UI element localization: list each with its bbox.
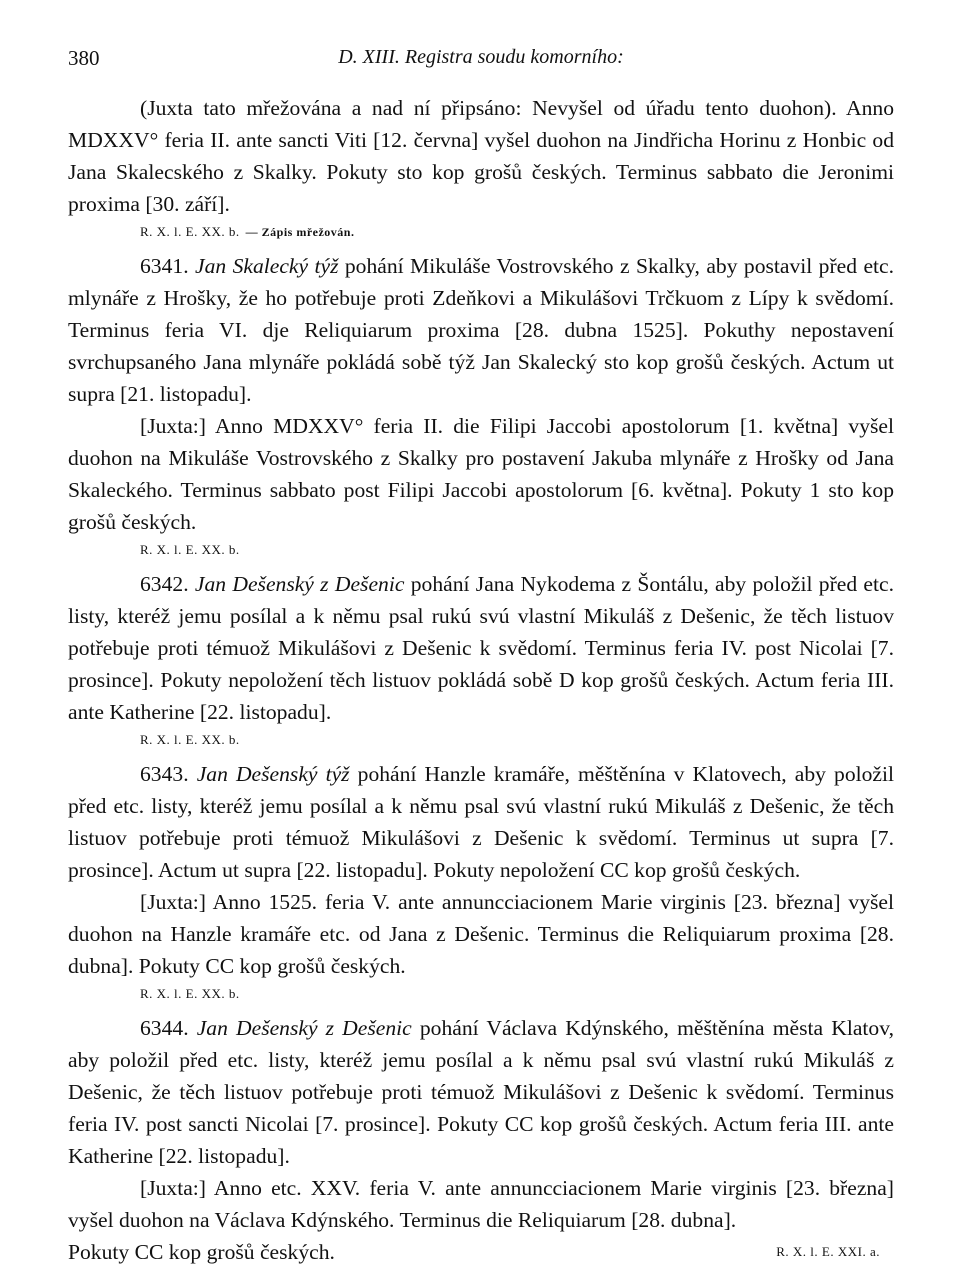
entry-number: 6343. (140, 762, 189, 786)
source-reference: R. X. l. E. XX. b. (140, 542, 240, 557)
entry-party: Jan Dešenský z Dešenic (194, 572, 405, 596)
entry-number: 6344. (140, 1016, 189, 1040)
juxta-paragraph: [Juxta:] Anno etc. XXV. feria V. ante annuncciacionem Marie virginis [23. března] vyšel duohon na Václava Kdýnského. Terminus die Reliquiarum [28. dubna]. (68, 1176, 894, 1232)
entry-party: Jan Dešenský týž (196, 762, 350, 786)
entry-party: Jan Skalecký týž (195, 254, 339, 278)
final-line (68, 1236, 894, 1268)
entry-paragraph (68, 1012, 894, 1172)
entry-text: pohání Mikuláše Vostrovského z Skalky, aby postavil před etc. mlynáře z Hrošky, že ho potřebuje proti Zdeňkovi a Mikulášovi Trčkuom z Lípy k svědomí. Terminus feria VI. dje Reliquiarum proxima [28. dubna 1525]. Pokuthy nepostavení svrchupsaného Jana mlynáře pokládá sobě týž Jan Skalecký sto kop grošů českých. Actum ut supra [21. listopadu]. (68, 254, 895, 406)
entry-6342 (68, 568, 894, 752)
entry-6343 (68, 758, 894, 1006)
running-head: D. XIII. Registra soudu komorního: (338, 46, 624, 68)
entry-text: pohání Jana Nykodema z Šontálu, aby položil před etc. listy, kteréž jemu posílal a k němu psal rukú svú vlastní Mikuláš z Dešenic, že těch listuov potřebuje proti témuož Mikulášovi z Dešenic k svědomí. Terminus feria IV. post Nicolai [7. prosince]. Pokuty nepoložení těch listuov pokládá sobě D kop grošů českých. Actum feria III. ante Katherine [22. listopadu]. (68, 572, 895, 724)
entry-paragraph (68, 758, 894, 886)
entry-paragraph (68, 250, 894, 410)
intro-paragraph: (Juxta tato mřežována a nad ní připsáno: Nevyšel od úřadu tento duohon). Anno MDXXV° feria II. ante sancti Viti [12. června] vyšel duohon na Jindřicha Horinu z Honbic od Jana Skalecského z Skalky. Pokuty sto kop grošů českých. Terminus sabbato die Jeronimi proxima [30. září]. (68, 96, 894, 216)
page-number: 380 (68, 46, 100, 70)
source-note: — Zápis mřežován. (245, 225, 355, 239)
entry-6344 (68, 1012, 894, 1268)
entry-party: Jan Dešenský z Dešenic (196, 1016, 412, 1040)
final-line-text: Pokuty CC kop grošů českých. (68, 1240, 335, 1264)
page-header (68, 36, 894, 70)
entry-6341 (68, 250, 894, 562)
juxta-paragraph: [Juxta:] Anno 1525. feria V. ante annuncciacionem Marie virginis [23. března] vyšel duohon na Hanzle kramáře etc. od Jana z Dešenic. Terminus die Reliquiarum proxima [28. dubna]. Pokuty CC kop grošů českých. (68, 890, 894, 978)
entry-text: pohání Hanzle kramáře, měštěnína v Klatovech, aby položil před etc. listy, kteréž jemu posílal a k němu psal svú vlastní rukú Mikuláš z Dešenic, že těch listuov potřebuje proti témuož Mikulášovi z Dešenic k svědomí. Terminus ut supra [7. prosince]. Actum ut supra [22. listopadu]. Pokuty nepoložení CC kop grošů českých. (68, 762, 894, 882)
source-reference: R. X. l. E. XX. b. (140, 986, 240, 1001)
juxta-paragraph: [Juxta:] Anno MDXXV° feria II. die Filipi Jaccobi apostolorum [1. května] vyšel duohon na Mikuláše Vostrovského z Skalky pro postavení Jakuba mlynáře z Hrošky od Jana Skaleckého. Terminus sabbato post Filipi Jaccobi apostolorum [6. května]. Pokuty 1 sto kop grošů českých. (68, 414, 894, 534)
source-reference (68, 220, 894, 244)
source-reference: R. X. l. E. XXI. a. (776, 1244, 880, 1259)
entry-text: pohání Václava Kdýnského, měštěnína města Klatov, aby položil před etc. listy, kteréž jemu posílal a k němu psal svú vlastní rukú Mikuláš z Dešenic, že těch listuov potřebuje proti témuož Mikulášovi z Dešenic k svědomí. Terminus feria IV. post sancti Nicolai [7. prosince]. Pokuty CC kop grošů českých. Actum feria III. ante Katherine [22. listopadu]. (68, 1016, 894, 1168)
entry-number: 6342. (140, 572, 189, 596)
document-page (68, 36, 894, 1268)
source-code: R. X. l. E. XX. b. (140, 224, 240, 239)
source-reference: R. X. l. E. XX. b. (140, 732, 240, 747)
entry-paragraph (68, 568, 894, 728)
entry-number: 6341. (140, 254, 189, 278)
page-body (68, 92, 894, 1268)
